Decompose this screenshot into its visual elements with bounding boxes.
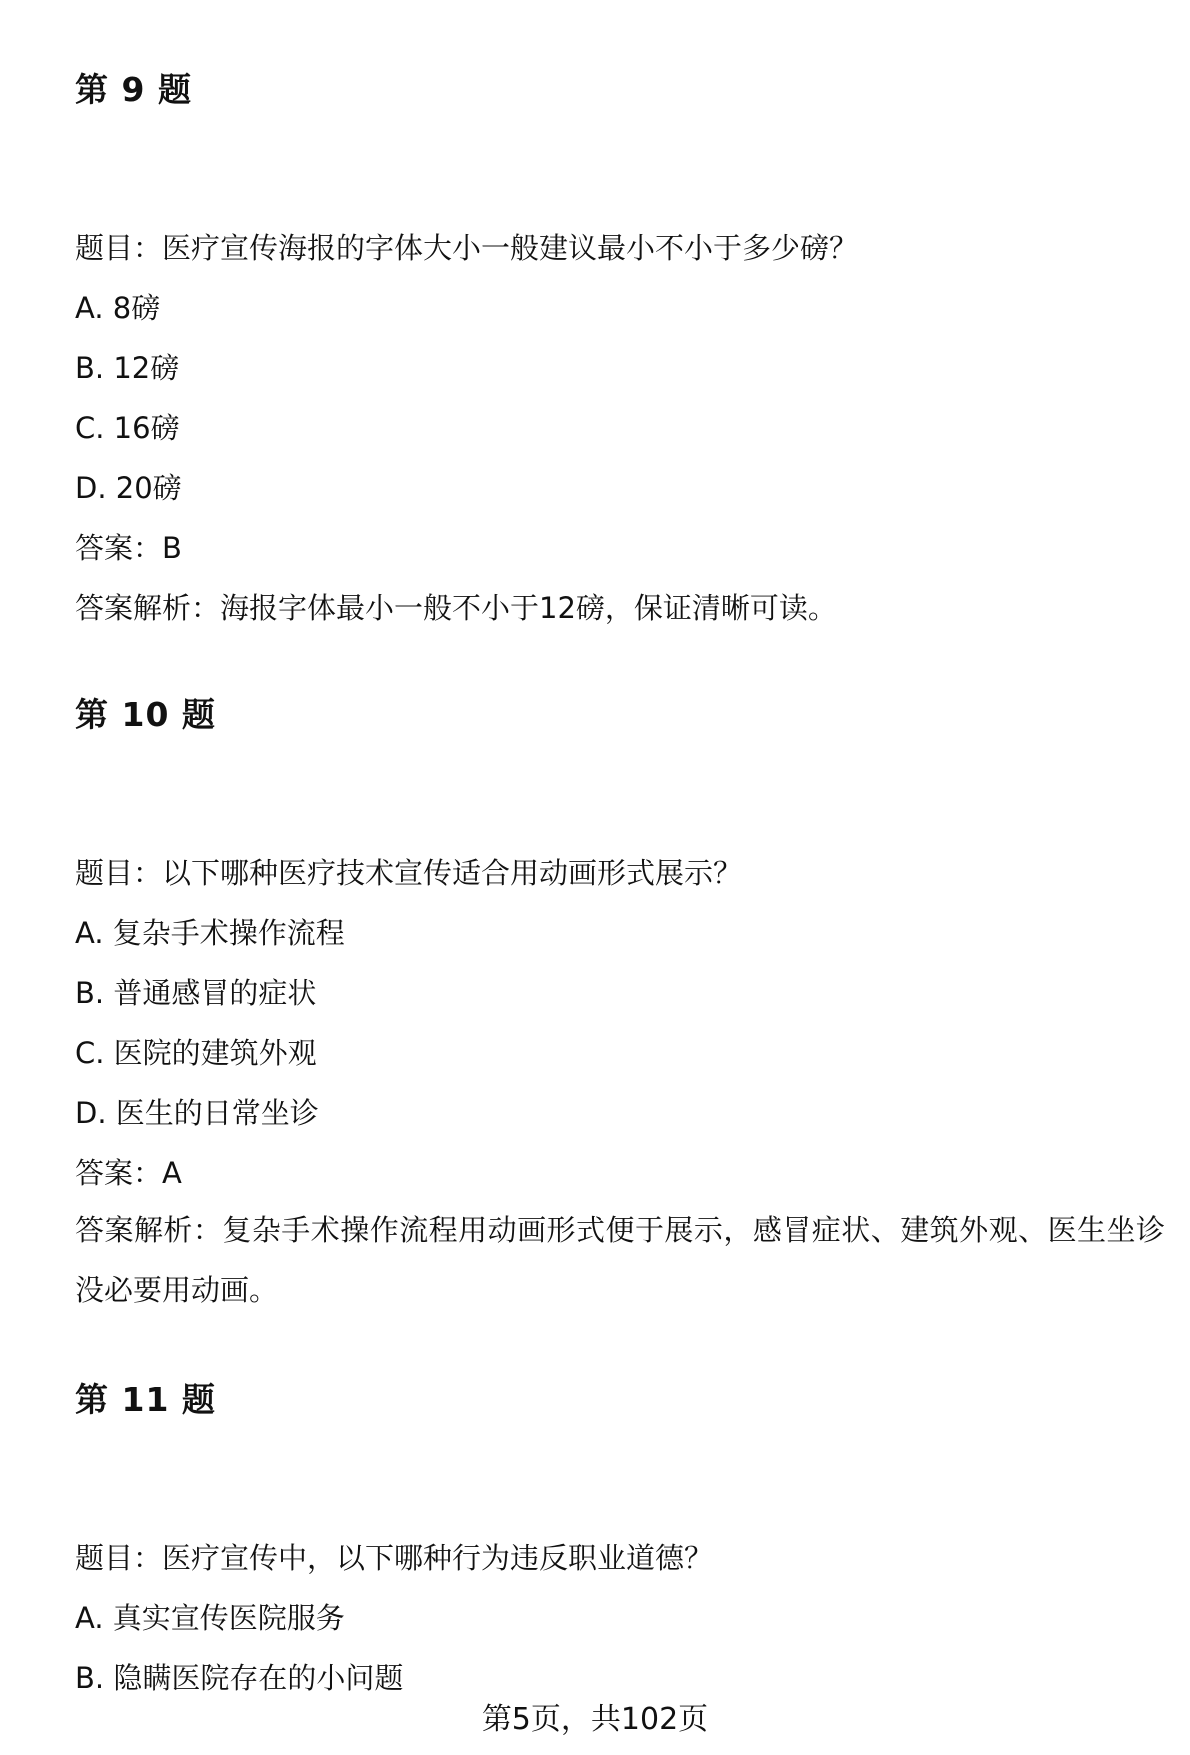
option-c: C. 16磅 [75,411,180,445]
option-b: B. 普通感冒的症状 [75,976,317,1010]
question-prompt: 题目：医疗宣传中，以下哪种行为违反职业道德？ [75,1541,714,1575]
option-d: D. 医生的日常坐诊 [75,1096,319,1130]
question-heading: 第 11 题 [75,1380,216,1419]
answer-explanation: 答案解析：复杂手术操作流程用动画形式便于展示，感冒症状、建筑外观、医生坐诊没必要用动画。 [75,1213,1165,1307]
answer: 答案：B [75,531,182,565]
question-prompt: 题目：医疗宣传海报的字体大小一般建议最小不小于多少磅？ [75,231,859,265]
option-b: B. 隐瞒医院存在的小问题 [75,1661,404,1695]
answer-explanation: 答案解析：海报字体最小一般不小于12磅，保证清晰可读。 [75,591,837,625]
option-b: B. 12磅 [75,351,180,385]
option-c: C. 医院的建筑外观 [75,1036,317,1070]
option-a: A. 复杂手术操作流程 [75,916,345,950]
question-heading: 第 9 题 [75,70,192,109]
option-a: A. 8磅 [75,291,161,325]
question-prompt: 题目：以下哪种医疗技术宣传适合用动画形式展示？ [75,856,743,890]
question-heading: 第 10 题 [75,695,216,734]
answer: 答案：A [75,1156,182,1190]
option-d: D. 20磅 [75,471,182,505]
page-number: 第5页，共102页 [481,1702,709,1737]
option-a: A. 真实宣传医院服务 [75,1601,345,1635]
